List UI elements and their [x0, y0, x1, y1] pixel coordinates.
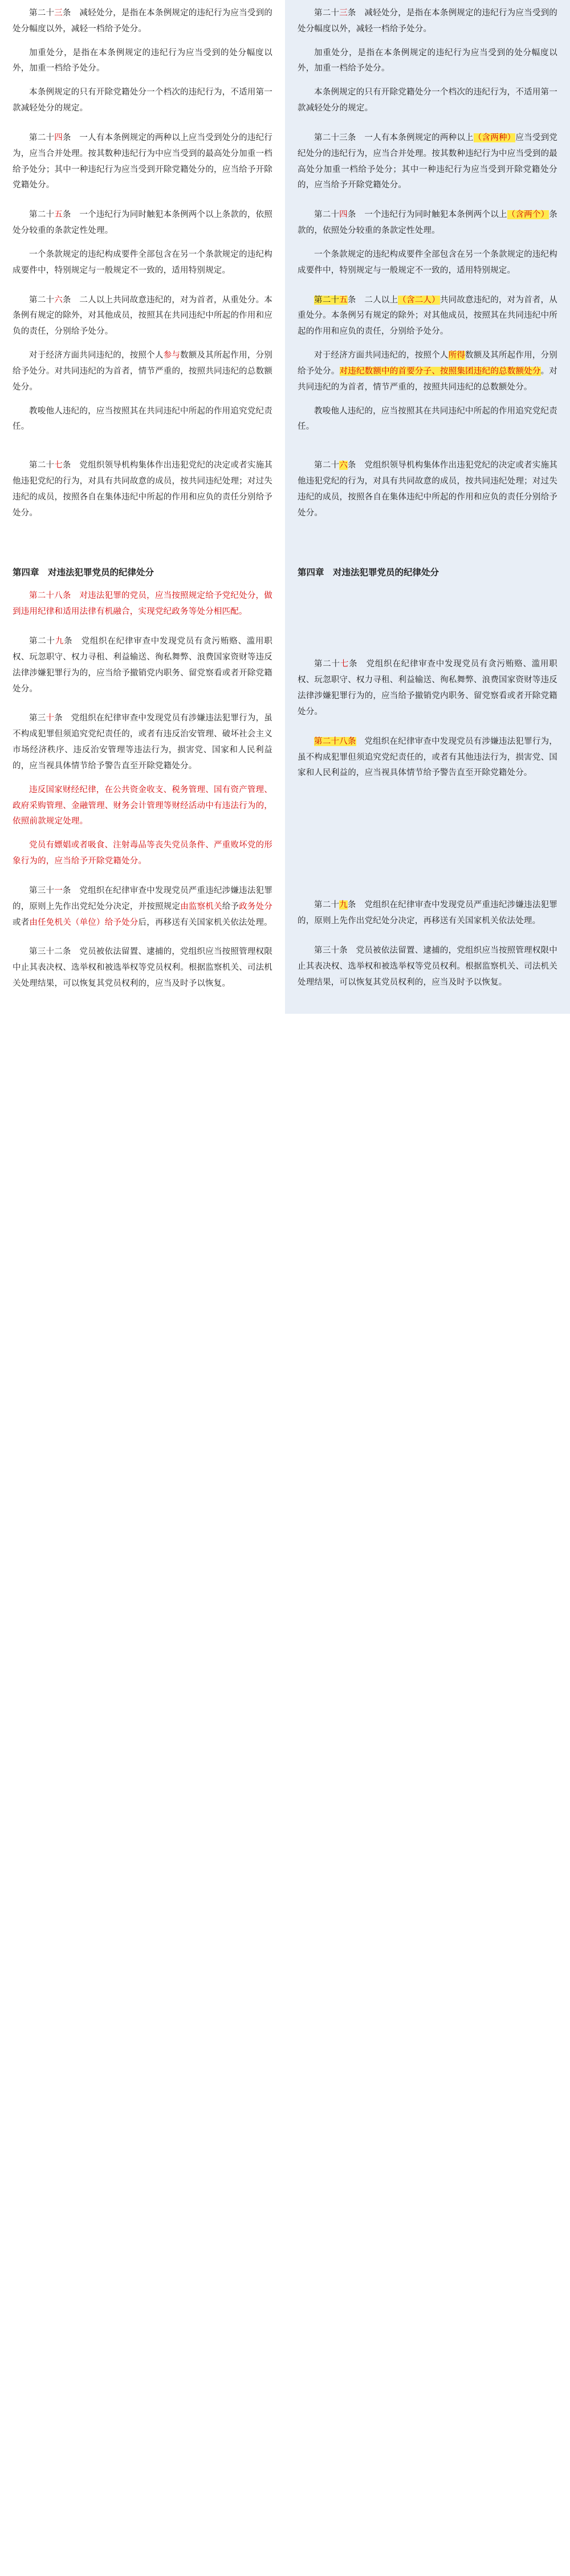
article-paragraph [13, 348, 272, 395]
text-run: 对违纪数额中的首要分子、按照集团违纪的总数额处分 [339, 366, 541, 376]
article-paragraph [13, 46, 272, 77]
text-run: 本条例规定的只有开除党籍处分一个档次的违纪行为，不适用第一款减轻处分的规定。 [298, 88, 557, 113]
article-paragraph [13, 783, 272, 830]
text-run: 第二十 [29, 9, 55, 18]
article-paragraph [298, 943, 557, 990]
text-run: 一个条款规定的违纪构成要件全部包含在另一个条款规定的违纪构成要件中，特别规定与一般规定不一致的，适用特别规定。 [13, 249, 272, 275]
text-run: 党组织在纪律审查中发现党员有涉嫌违法犯罪行为，虽不构成犯罪但须追究党纪责任的，或者有其他违法行为，损害党、国家和人民利益的，应当视具体情节给予警告直至开除党籍处分。 [298, 736, 557, 778]
article-paragraph [298, 293, 557, 340]
text-run: 条款的，依照处分较重的条款定性处理。 [298, 210, 557, 236]
paragraph-spacer [298, 530, 557, 556]
paragraph-spacer [13, 530, 272, 556]
text-run: 条 减轻处分，是指在本条例规定的违纪行为应当受到的处分幅度以外，减轻一档给予处分。 [298, 9, 558, 34]
text-run: 第三十二条 党员被依法留置、逮捕的，党组织应当按照管理权限中止其表决权、选举权和被选举权等党员权利。根据监察机关、司法机关处理结果，可以恢复其党员权利的，应当及时予以恢复。 [13, 947, 272, 988]
text-run: 三 [54, 9, 63, 18]
paragraph-spacer [13, 628, 272, 634]
text-run: 第二十 [314, 461, 340, 470]
article-paragraph [13, 634, 272, 697]
text-run: 应当受到党纪处分的违纪行为，应当合并处理。按其数种违纪行为中应当受到的最高处分加重一档给予处分；其中一种违纪行为应当受到开除党籍处分的，应当给予开除党籍处分。 [298, 133, 557, 190]
text-run: 第三十 [29, 886, 55, 895]
text-run: 七 [54, 461, 63, 470]
paragraph-spacer [13, 443, 272, 458]
text-run: 第三十条 党员被依法留置、逮捕的，党组织应当按照管理权限中止其表决权、选举权和被选举权等党员权利。根据监察机关、司法机关处理结果，可以恢复其党员权利的，应当及时予以恢复。 [298, 945, 557, 987]
paragraph-spacer [298, 829, 557, 898]
text-run: 第二十 [29, 461, 55, 470]
article-paragraph [13, 247, 272, 279]
text-run: 本条例规定的只有开除党籍处分一个档次的违纪行为，不适用第一款减轻处分的规定。 [13, 88, 272, 113]
text-run: 一 [54, 886, 63, 895]
text-run: 三 [339, 9, 348, 18]
text-run: 条 党组织在纪律审查中发现党员有贪污贿赂、滥用职权、玩忽职守、权力寻租、利益输送、徇私舞弊、浪费国家资财等违反法律涉嫌犯罪行为的，应当给予撤销党内职务、留党察看或者开除党籍处分。 [13, 637, 272, 694]
article-paragraph [13, 6, 272, 38]
paragraph-spacer [13, 125, 272, 130]
article-paragraph [13, 85, 272, 117]
article-paragraph [13, 207, 272, 239]
text-run: 党员有嫖娼或者吸食、注射毒品等丧失党员条件、严重败坏党的形象行为的，应当给予开除党籍处分。 [13, 841, 272, 866]
text-run: 条 党组织在纪律审查中发现党员有贪污贿赂、滥用职权、玩忽职守、权力寻租、利益输送、徇私舞弊、浪费国家资财等违反法律涉嫌犯罪行为的，应当给予撤销党内职务、留党察看或者开除党籍处分。 [298, 660, 557, 716]
text-run: 条 党组织在纪律审查中发现党员有涉嫌违法犯罪行为，虽不构成犯罪但须追究党纪责任的，或者有违反治安管理、破坏社会主义市场经济秩序、违反治安管理等违法行为，损害党、国家和人民利益的，应当视具体情节给予警告直至开除党籍处分。 [13, 714, 272, 771]
text-run: 六 [54, 295, 63, 305]
text-run: 四 [339, 210, 348, 220]
article-paragraph [13, 130, 272, 194]
text-run: 第四章 对违法犯罪党员的纪律处分 [13, 567, 154, 578]
text-run: 第二十 [314, 295, 340, 305]
text-run: （含二人） [398, 295, 440, 305]
text-run: 第二十 [29, 133, 55, 142]
paragraph-spacer [298, 728, 557, 734]
article-paragraph [298, 734, 557, 781]
text-run: 由监察机关 [180, 902, 222, 911]
text-run: 一个条款规定的违纪构成要件全部包含在另一个条款规定的违纪构成要件中，特别规定与一般规定不一致的，适用特别规定。 [298, 249, 557, 275]
text-run: 九 [339, 900, 348, 910]
article-paragraph [298, 46, 557, 77]
text-run: 九 [55, 637, 64, 646]
article-paragraph [13, 883, 272, 931]
text-run: 第二十八条 [314, 736, 356, 746]
text-run: 十 [46, 714, 55, 723]
text-run: 第二十 [314, 660, 340, 669]
text-run: 七 [340, 660, 349, 669]
article-paragraph [298, 898, 557, 929]
paragraph-spacer [298, 588, 557, 657]
paragraph-spacer [298, 937, 557, 943]
article-paragraph [298, 85, 557, 117]
text-run: （含两种） [473, 133, 516, 142]
article-paragraph [13, 293, 272, 340]
article-paragraph [13, 838, 272, 870]
text-run: 共同故意违纪的，对为首者，从重处分。本条例另有规定的除外；对其他成员，按照其在共同违纪中所起的作用和应负的责任，分别给予处分。 [298, 295, 557, 337]
text-run: 政务处分 [239, 902, 272, 911]
article-paragraph [298, 348, 557, 395]
text-run: 条 二人以上共同故意违纪的，对为首者，从重处分。本条例有规定的除外，对其他成员，按照其在共同违纪中所起的作用和应负的责任，分别给予处分。 [13, 295, 273, 337]
article-paragraph [13, 944, 272, 992]
text-run: 条 党组织领导机构集体作出违犯党纪的决定或者实施其他违犯党纪的行为，对具有共同故意的成员，按共同违纪处理；对过失违纪的成员，按照各自在集体违纪中所起的作用和应负的责任分别给予处分。 [13, 461, 273, 518]
article-paragraph [298, 6, 557, 38]
text-run: 由任免机关（单位）给予处分 [29, 918, 139, 927]
text-run: 第二十 [29, 637, 55, 646]
chapter-heading [298, 565, 557, 581]
column-before [0, 0, 285, 1014]
text-run: 违反国家财经纪律，在公共资金收支、税务管理、国有资产管理、政府采购管理、金融管理、财务会计管理等财经活动中有违法行为的，依照前款规定处理。 [13, 785, 272, 826]
paragraph-spacer [13, 939, 272, 944]
text-run: 第二十八条 对违法犯罪的党员，应当按照规定给予党纪处分，做到违用纪律和适用法律有机融合，实现党纪政务等处分相匹配。 [13, 591, 272, 617]
text-run: 条 二人以上 [347, 295, 398, 305]
text-run: 条 一人有本条例规定的两种以上应当受到处分的违纪行为，应当合并处理。按其数种违纪行为中应当受到的最高处分加重一档给予处分；其中一种违纪行为应当受到开除党籍处分的，应当给予开除党籍处分。 [13, 133, 273, 190]
text-run: 条 党组织在纪律审查中发现党员严重违纪涉嫌违法犯罪的，原则上先作出党纪处分决定，并按照规定 [13, 886, 273, 911]
article-paragraph [13, 404, 272, 436]
text-run: 或者 [13, 918, 30, 927]
text-run: 数额及其所起作用，分别给予处分。 [298, 351, 557, 376]
text-run: 条 党组织在纪律审查中发现党员严重违纪涉嫌违法犯罪的，原则上先作出党纪处分决定，再移送有关国家机关依法处理。 [298, 900, 558, 926]
text-run: （含两个） [507, 210, 549, 220]
paragraph-spacer [13, 705, 272, 711]
article-paragraph [298, 657, 557, 720]
text-run: 教唆他人违纪的，应当按照其在共同违纪中所起的作用追究党纪责任。 [298, 406, 557, 432]
paragraph-spacer [298, 125, 557, 130]
paragraph-spacer [298, 789, 557, 829]
article-paragraph [298, 404, 557, 436]
article-paragraph [298, 130, 557, 194]
text-run: 第二十 [314, 210, 340, 220]
text-run: 第二十 [314, 900, 340, 910]
text-run: 五 [339, 295, 348, 305]
text-run: 数额及其所起作用，分别给予处分。对共同违纪的为首者，情节严重的，按照共同违纪的总数额处分。 [13, 351, 272, 392]
text-run: 四 [54, 133, 63, 142]
article-paragraph [298, 247, 557, 279]
paragraph-spacer [13, 202, 272, 207]
text-run: 。对共同违纪的为首者，情节严重的，按照共同违纪的总数额处分。 [298, 366, 557, 392]
paragraph-spacer [298, 443, 557, 458]
column-after [285, 0, 570, 1014]
paragraph-spacer [13, 878, 272, 883]
text-run: 六 [339, 461, 348, 470]
text-run: 第二十 [29, 210, 55, 220]
chapter-heading [13, 565, 272, 581]
text-run: 教唆他人违纪的，应当按照其在共同违纪中所起的作用追究党纪责任。 [13, 406, 272, 432]
text-run: 加重处分，是指在本条例规定的违纪行为应当受到的处分幅度以外，加重一档给予处分。 [298, 48, 557, 73]
text-run: 第二十 [314, 9, 340, 18]
paragraph-spacer [298, 287, 557, 293]
comparison-page [0, 0, 570, 1014]
text-run: 加重处分，是指在本条例规定的违纪行为应当受到的处分幅度以外，加重一档给予处分。 [13, 48, 272, 73]
paragraph-spacer [298, 202, 557, 207]
text-run: 所得 [448, 351, 466, 361]
text-run: 参与 [163, 351, 181, 361]
article-paragraph [298, 458, 557, 521]
text-run: 第四章 对违法犯罪党员的纪律处分 [298, 567, 439, 578]
text-run: 五 [54, 210, 63, 220]
text-run: 第二十三条 一人有本条例规定的两种以上 [314, 133, 474, 142]
paragraph-spacer [13, 287, 272, 293]
article-paragraph [13, 588, 272, 620]
article-paragraph [13, 458, 272, 521]
text-run: 条 减轻处分，是指在本条例规定的违纪行为应当受到的处分幅度以外，减轻一档给予处分。 [13, 9, 273, 34]
article-paragraph [298, 207, 557, 239]
text-run: 对于经济方面共同违纪的，按照个人 [314, 351, 449, 361]
text-run: 条 一个违纪行为同时触犯本条例两个以上 [347, 210, 507, 220]
text-run: 给予 [222, 902, 239, 911]
text-run: 条 一个违纪行为同时触犯本条例两个以上条款的，依照处分较重的条款定性处理。 [13, 210, 273, 236]
article-paragraph [13, 711, 272, 774]
text-run: 条 党组织领导机构集体作出违犯党纪的决定或者实施其他违犯党纪的行为，对具有共同故意的成员，按共同违纪处理；对过失违纪的成员，按照各自在集体违纪中所起的作用和应负的责任分别给予处分。 [298, 461, 558, 518]
text-run: 第三 [29, 714, 46, 723]
text-run: 对于经济方面共同违纪的，按照个人 [29, 351, 164, 361]
text-run: 第二十 [29, 295, 55, 305]
text-run: 后，再移送有关国家机关依法处理。 [138, 918, 272, 927]
